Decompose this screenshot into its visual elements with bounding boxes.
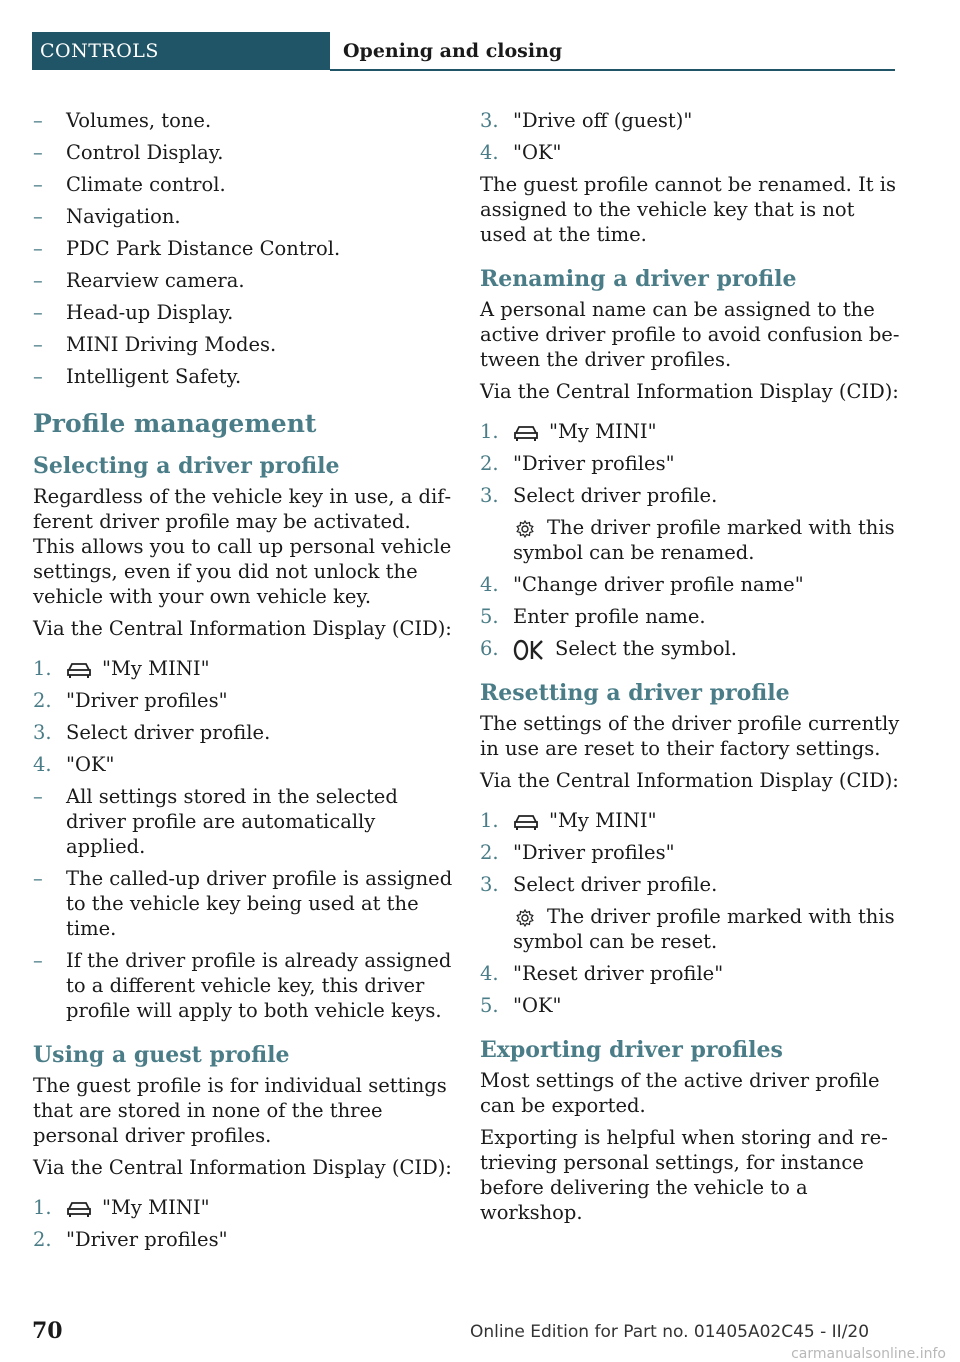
guest-note: The guest profile cannot be renamed. It is assigned to the vehicle key that is not used at the time. [480, 173, 897, 246]
resetting-via: Via the Central Information Display (CID): [480, 769, 899, 792]
resetting-intro: The settings of the driver profile currently in use are reset to their factory settings. [480, 712, 900, 760]
left-column [33, 108, 453, 1259]
step-item: 5. "OK" [480, 994, 562, 1017]
step-item: 4. "OK" [480, 141, 562, 164]
step-item: 3. Select driver profile. [480, 484, 718, 507]
renaming-intro: A personal name can be assigned to the active driver profile to avoid confusion between the driver profiles. [480, 298, 900, 371]
step-item: 2. "Driver profiles" [480, 452, 675, 475]
renaming-via: Via the Central Information Display (CID): [480, 380, 899, 403]
page-number: 70 [32, 1318, 63, 1344]
car-icon [513, 813, 539, 831]
step-item: 1. "My MINI" [33, 657, 210, 680]
page-footer [0, 1310, 960, 1362]
note-item: – All settings stored in the selected driver profile are automatically applied. [33, 785, 398, 858]
section-tab: CONTROLS [32, 32, 330, 70]
edition-note: Online Edition for Part no. 01405A02C45 - II/20 [470, 1322, 870, 1342]
list-item: – Volumes, tone. [33, 109, 212, 132]
step-item: 2. "Driver profiles" [480, 841, 675, 864]
gear-icon [515, 908, 535, 928]
step-item: 3. Select driver profile. [33, 721, 271, 744]
list-item: – Control Display. [33, 141, 224, 164]
selecting-via: Via the Central Information Display (CID): [33, 617, 452, 640]
selecting-heading: Selecting a driver profile [33, 453, 340, 479]
exporting-p2: Exporting is helpful when storing and retrieving personal settings, for instance before delivering the vehicle to a workshop. [480, 1126, 888, 1224]
right-column [480, 108, 900, 1232]
list-item: – MINI Driving Modes. [33, 333, 277, 356]
step-item: 4. "OK" [33, 753, 115, 776]
list-item: – Intelligent Safety. [33, 365, 242, 388]
guest-intro: The guest profile is for individual settings that are stored in none of the three personal driver profiles. [33, 1074, 447, 1147]
chapter-title: Opening and closing [343, 40, 563, 62]
step-item: 4. "Change driver profile name" [480, 573, 804, 596]
step-item: 6. Select the symbol. [480, 637, 737, 660]
step-item: 5. Enter profile name. [480, 605, 706, 628]
guest-via: Via the Central Information Display (CID): [33, 1156, 452, 1179]
list-item: – Climate control. [33, 173, 226, 196]
step-note: The driver profile marked with this symbol can be renamed. [513, 516, 895, 564]
renaming-heading: Renaming a driver profile [480, 266, 797, 292]
note-item: – The called-up driver profile is assigned to the vehicle key being used at the time. [33, 867, 453, 940]
step-item: 3. Select driver profile. [480, 873, 718, 896]
resetting-heading: Resetting a driver profile [480, 680, 790, 706]
gear-icon [515, 519, 535, 539]
car-icon [513, 424, 539, 442]
step-item: 1. "My MINI" [33, 1196, 210, 1219]
step-item: 3. "Drive off (guest)" [480, 109, 693, 132]
page-header [32, 32, 895, 70]
list-item: – Head-up Display. [33, 301, 234, 324]
step-note: The driver profile marked with this symbol can be reset. [513, 905, 895, 953]
selecting-intro: Regardless of the vehicle key in use, a different driver profile may be activated. This allows you to call up personal vehicle settings, even if you did not unlock the vehicle with your own vehicle key. [33, 485, 452, 608]
ok-icon [513, 639, 545, 661]
step-item: 2. "Driver profiles" [33, 1228, 228, 1251]
step-item: 1. "My MINI" [480, 809, 657, 832]
guest-heading: Using a guest profile [33, 1042, 290, 1068]
profile-management-heading: Profile management [33, 409, 317, 438]
car-icon [66, 661, 92, 679]
list-item: – Rearview camera. [33, 269, 245, 292]
exporting-p1: Most settings of the active driver profile can be exported. [480, 1069, 880, 1117]
header-rule [330, 69, 895, 71]
list-item: – Navigation. [33, 205, 181, 228]
feature-list [33, 108, 453, 389]
step-item: 2. "Driver profiles" [33, 689, 228, 712]
car-icon [66, 1200, 92, 1218]
exporting-heading: Exporting driver profiles [480, 1037, 783, 1063]
step-item: 4. "Reset driver profile" [480, 962, 724, 985]
step-item: 1. "My MINI" [480, 420, 657, 443]
watermark: carmanualsonline.info [791, 1346, 946, 1362]
list-item: – PDC Park Distance Control. [33, 237, 341, 260]
note-item: – If the driver profile is already assigned to a different vehicle key, this driver profile will apply to both vehicle keys. [33, 949, 452, 1022]
